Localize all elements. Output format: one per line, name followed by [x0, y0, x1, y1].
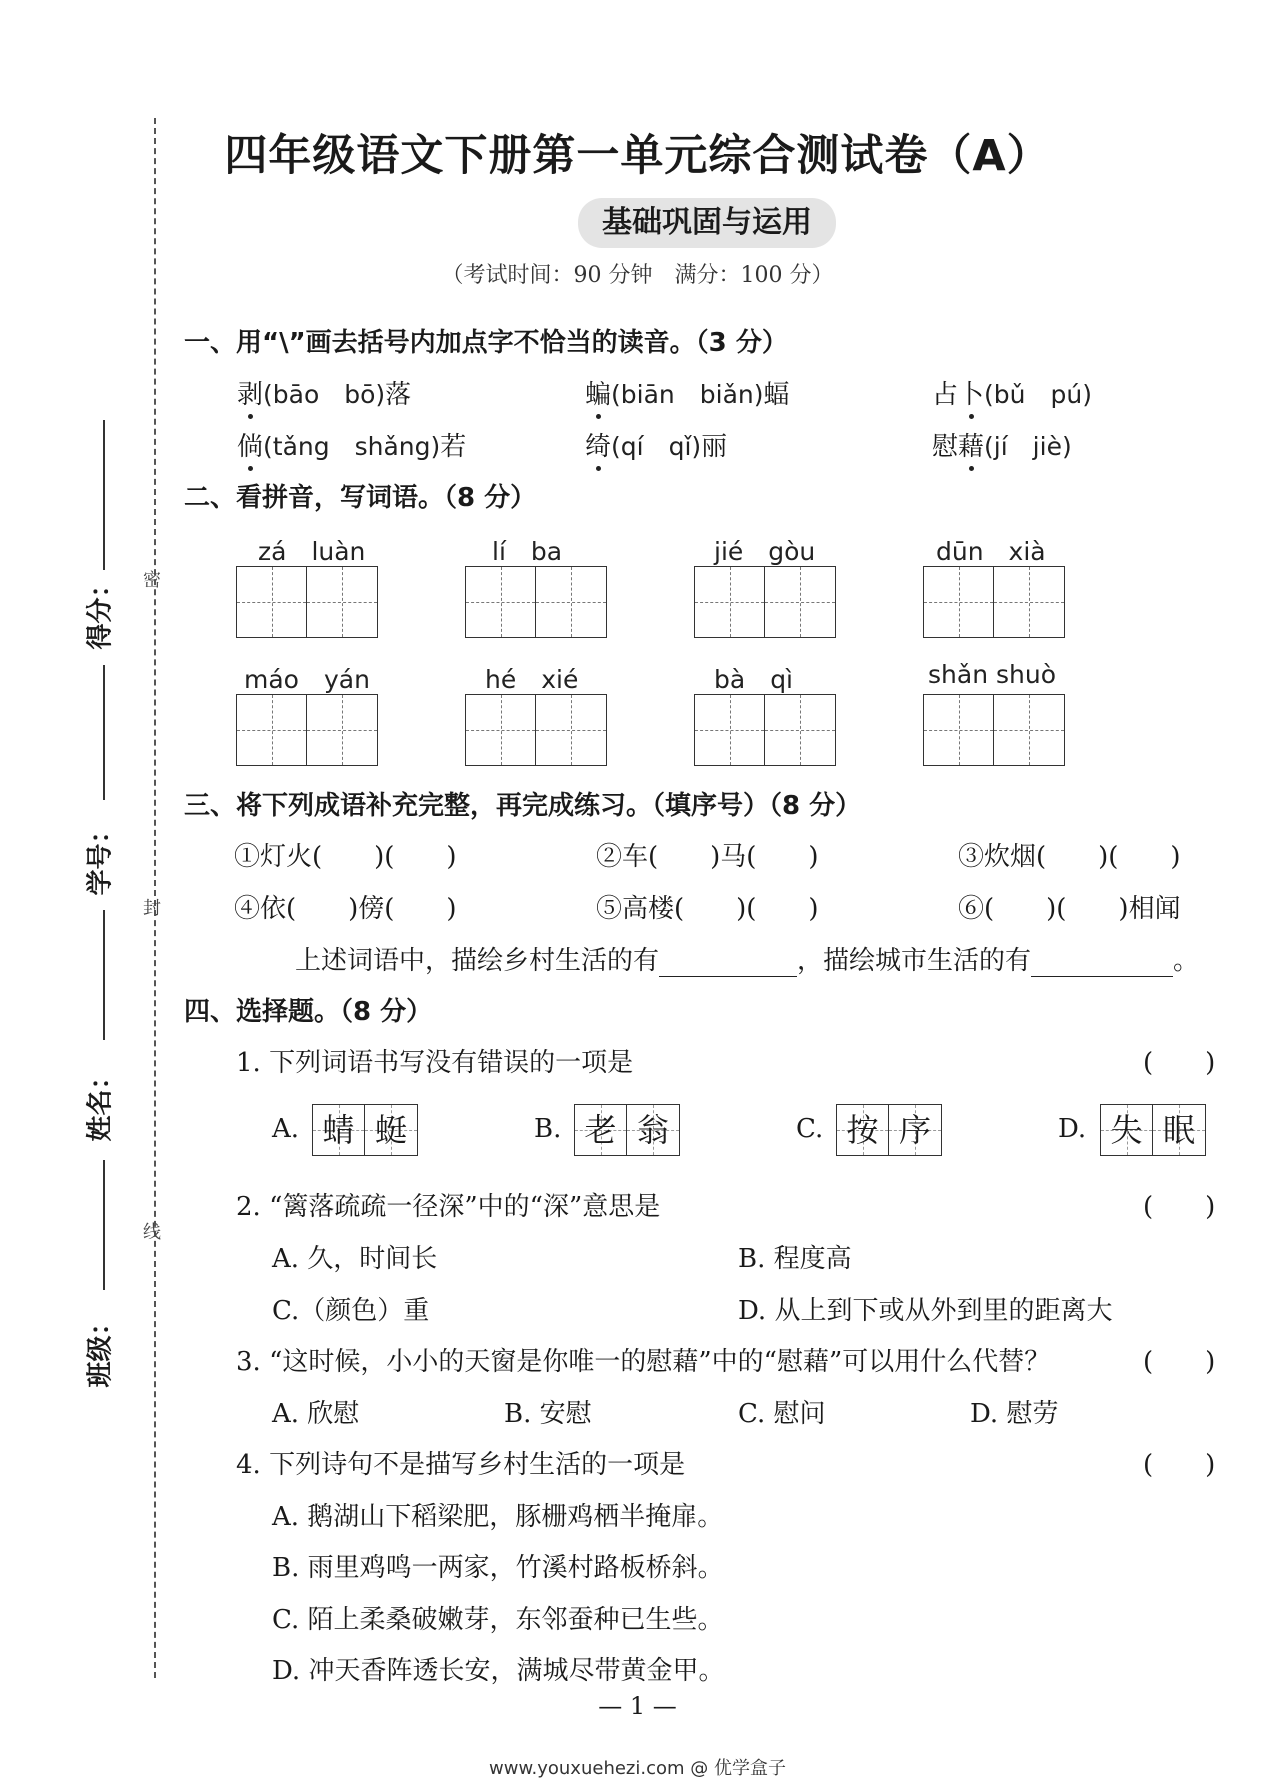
write-box[interactable]: [465, 694, 607, 766]
idiom-item: ⑤高楼( )( ): [596, 894, 819, 924]
write-box[interactable]: [694, 566, 836, 638]
pinyin-label: lí ba: [492, 537, 563, 566]
section3-heading: 三、将下列成语补充完整，再完成练习。（填序号）（8 分）: [184, 791, 862, 821]
q1-option-b-letter: B.: [534, 1114, 562, 1144]
q3-stem: 3. “这时候，小小的天窗是你唯一的慰藉”中的“慰藉”可以用什么代替？: [236, 1347, 1051, 1377]
pinyin-label: dūn xià: [936, 537, 1046, 566]
pinyin-label: jié gòu: [714, 537, 816, 566]
answer-blank-rural[interactable]: [659, 946, 797, 977]
score-line: [103, 420, 105, 570]
q1-option-a[interactable]: 蜻 蜓: [312, 1104, 418, 1156]
watermark: www.youxuehezi.com @ 优学盒子: [489, 1758, 786, 1779]
page-number: — 1 —: [598, 1692, 677, 1720]
class-label: 班级：: [85, 1309, 116, 1388]
q4-option-d[interactable]: D. 冲天香阵透长安，满城尽带黄金甲。: [272, 1656, 725, 1686]
idiom-item: ③炊烟( )( ): [958, 842, 1181, 872]
q3-option-d[interactable]: D. 慰劳: [970, 1399, 1059, 1429]
q1-option-a-letter: A.: [272, 1114, 300, 1144]
section4-heading: 四、选择题。（8 分）: [184, 997, 433, 1027]
write-box[interactable]: [236, 566, 378, 638]
subtitle-badge: 基础巩固与运用: [578, 198, 836, 248]
q4-answer-paren[interactable]: ( ): [1143, 1450, 1216, 1480]
student-id-line: [103, 665, 105, 800]
write-box[interactable]: [236, 694, 378, 766]
pinyin-label: bà qì: [714, 665, 794, 694]
pron-item: 蝙(biān biǎn)蝠: [585, 380, 790, 410]
pron-item: 慰藉(jí jiè): [932, 432, 1072, 462]
section2-heading: 二、看拼音，写词语。（8 分）: [184, 483, 537, 513]
pinyin-label: hé xié: [485, 665, 579, 694]
q3-option-b[interactable]: B. 安慰: [504, 1399, 592, 1429]
name-label: 姓名：: [85, 1063, 116, 1142]
seal-char-mi: 密: [143, 570, 161, 591]
q3-answer-paren[interactable]: ( ): [1143, 1347, 1216, 1377]
pron-item: 绮(qí qǐ)丽: [585, 432, 728, 462]
idiom-item: ①灯火( )( ): [234, 842, 457, 872]
q2-option-d[interactable]: D. 从上到下或从外到里的距离大: [738, 1296, 1113, 1326]
write-box[interactable]: [465, 566, 607, 638]
idiom-item: ④依( )傍( ): [234, 894, 457, 924]
write-box[interactable]: [694, 694, 836, 766]
class-line: [103, 1160, 105, 1290]
q1-stem: 1. 下列词语书写没有错误的一项是: [236, 1048, 634, 1078]
practice-line: 上述词语中，描绘乡村生活的有 ，描绘城市生活的有 。: [295, 946, 1200, 976]
q2-option-b[interactable]: B. 程度高: [738, 1244, 852, 1274]
name-line: [103, 910, 105, 1040]
exam-info: （考试时间：90 分钟 满分：100 分）: [441, 263, 834, 288]
q1-option-d[interactable]: 失 眠: [1100, 1104, 1206, 1156]
idiom-item: ⑥( )( )相闻: [958, 894, 1181, 924]
q4-option-a[interactable]: A. 鹅湖山下稻梁肥，豚栅鸡栖半掩扉。: [272, 1502, 724, 1532]
q2-answer-paren[interactable]: ( ): [1143, 1192, 1216, 1222]
q4-stem: 4. 下列诗句不是描写乡村生活的一项是: [236, 1450, 686, 1480]
write-box[interactable]: [923, 694, 1065, 766]
q1-option-d-letter: D.: [1058, 1114, 1087, 1144]
seal-char-feng: 封: [143, 898, 161, 919]
pron-item: 剥(bāo bō)落: [237, 380, 412, 410]
q1-option-c-letter: C.: [796, 1114, 824, 1144]
q1-option-b[interactable]: 老 翁: [574, 1104, 680, 1156]
section1-heading: 一、用“\”画去括号内加点字不恰当的读音。（3 分）: [184, 328, 788, 358]
seal-char-xian: 线: [143, 1222, 161, 1243]
q2-stem: 2. “篱落疏疏一径深”中的“深”意思是: [236, 1192, 661, 1222]
page-title: 四年级语文下册第一单元综合测试卷（A）: [224, 131, 1051, 181]
answer-blank-urban[interactable]: [1031, 946, 1173, 977]
pron-item: 倘(tǎng shǎng)若: [237, 432, 467, 462]
q1-answer-paren[interactable]: ( ): [1143, 1048, 1216, 1078]
pinyin-label: máo yán: [244, 665, 370, 694]
pron-item: 占卜(bǔ pú): [932, 380, 1092, 410]
pinyin-label: shǎn shuò: [928, 660, 1056, 689]
q1-option-c[interactable]: 按 序: [836, 1104, 942, 1156]
q3-option-a[interactable]: A. 欣慰: [272, 1399, 360, 1429]
q2-option-c[interactable]: C.（颜色）重: [272, 1296, 430, 1326]
q4-option-c[interactable]: C. 陌上柔桑破嫩芽，东邻蚕种已生些。: [272, 1605, 724, 1635]
write-box[interactable]: [923, 566, 1065, 638]
idiom-item: ②车( )马( ): [596, 842, 819, 872]
student-id-label: 学号：: [85, 817, 116, 896]
q2-option-a[interactable]: A. 久，时间长: [272, 1244, 438, 1274]
score-label: 得分：: [85, 571, 116, 650]
q3-option-c[interactable]: C. 慰问: [738, 1399, 826, 1429]
q4-option-b[interactable]: B. 雨里鸡鸣一两家，竹溪村路板桥斜。: [272, 1553, 724, 1583]
pinyin-label: zá luàn: [258, 537, 366, 566]
